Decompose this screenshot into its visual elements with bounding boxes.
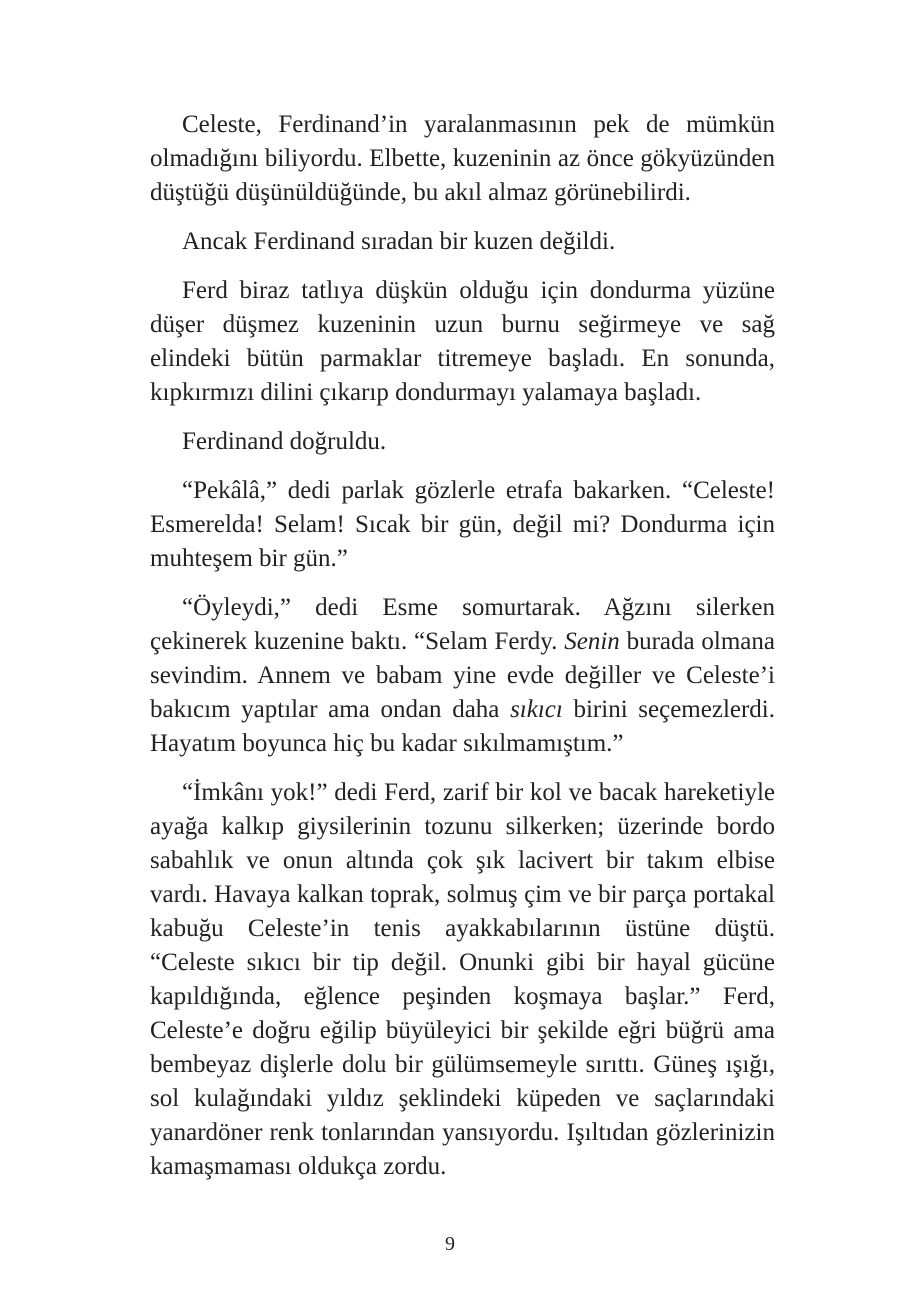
text-run: Ancak Ferdinand sıradan bir kuzen değildi. — [182, 228, 616, 255]
paragraph — [150, 274, 775, 410]
paragraph — [150, 776, 775, 1184]
text-run: birini seçemezlerdi. Hayatım boyunca hiç bu kadar sıkılmamıştım.” — [150, 696, 776, 757]
text-run: Ferd biraz tatlıya düşkün olduğu için dondurma yüzüne düşer düşmez kuzeninin uzun burnu seğirmeye ve sağ elindeki bütün parmaklar titremeye başladı. En sonunda, kıpkırmızı dilini çıkarıp dondurmayı yalamaya başladı. — [150, 277, 775, 406]
text-run: Celeste, Ferdinand’in yaralanmasının pek de mümkün olmadığını biliyordu. Elbette, kuzeninin az önce gökyüzünden düştüğü düşünüldüğünde, bu akıl almaz görünebilirdi. — [150, 111, 775, 206]
text-run: Ferdinand doğruldu. — [182, 428, 387, 455]
body-text — [150, 108, 775, 1199]
paragraph — [150, 591, 775, 761]
text-run: burada olmana sevindim. Annem ve babam yine evde değiller ve Celeste’i bakıcım yaptılar ama ondan daha — [150, 628, 775, 723]
paragraph — [150, 225, 775, 259]
italic-text: sıkıcı — [510, 696, 563, 723]
paragraph — [150, 108, 775, 210]
paragraph — [150, 425, 775, 459]
page-number: 9 — [445, 1233, 455, 1255]
text-run: “İmkânı yok!” dedi Ferd, zarif bir kol ve bacak hareketiyle ayağa kalkıp giysilerinin tozunu silkerken; üzerinde bordo sabahlık ve onun altında çok şık lacivert bir takım elbise vardı. Havaya kalkan toprak, solmuş çim ve bir parça portakal kabuğu Celeste’in tenis ayakkabılarının üstüne düştü. “Celeste sıkıcı bir tip değil. Onunki gibi bir hayal gücüne kapıldığında, eğlence peşinden koşmaya başlar.” Ferd, Celeste’e doğru eğilip büyüleyici bir şekilde eğri büğrü ama bembeyaz dişlerle dolu bir gülümsemeyle sırıttı. Güneş ışığı, sol kulağındaki yıldız şeklindeki küpeden ve saçlarındaki yanardöner renk tonlarından yansıyordu. Işıltıdan gözlerinizin kamaşmaması oldukça zordu. — [150, 779, 775, 1180]
text-run: “Öyleydi,” dedi Esme somurtarak. Ağzını silerken çekinerek kuzenine baktı. “Selam Ferdy. — [150, 594, 775, 655]
paragraph — [150, 474, 775, 576]
text-run: “Pekâlâ,” dedi parlak gözlerle etrafa bakarken. “Celeste! Esmerelda! Selam! Sıcak bir gün, değil mi? Dondurma için muhteşem bir gün.” — [150, 477, 775, 572]
italic-text: Senin — [564, 628, 620, 655]
